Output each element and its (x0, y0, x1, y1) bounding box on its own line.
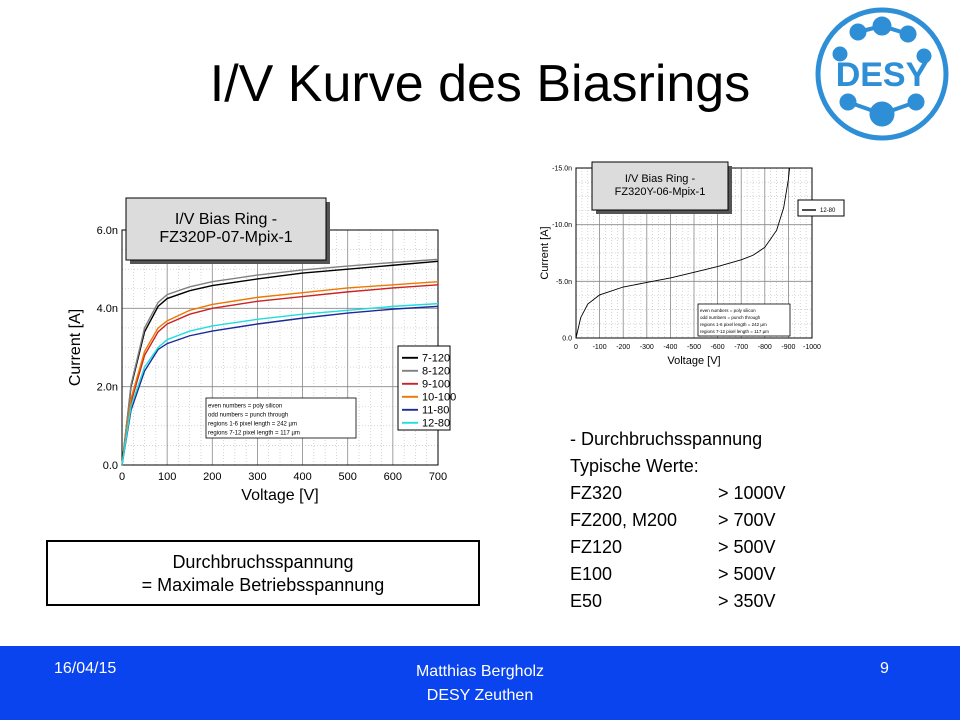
y-axis-label: Current [A] (539, 226, 551, 280)
chart-title: FZ320Y-06-Mpix-1 (614, 186, 706, 199)
x-axis-label: Voltage [V] (667, 355, 721, 367)
x-tick-label: 100 (157, 471, 177, 483)
y-tick-label: -15.0n (552, 165, 572, 173)
y-tick-label: 6.0n (96, 224, 118, 237)
legend-label: 10-100 (422, 391, 457, 404)
spec-row: FZ120 > 500V (570, 537, 776, 557)
y-tick-label: 0.0 (562, 335, 572, 343)
footer-page-number: 9 (880, 660, 889, 677)
footer-author-block (330, 660, 630, 708)
x-tick-label: -800 (757, 344, 772, 351)
spec-row: Typische Werte: (570, 456, 699, 476)
x-tick-label: -700 (734, 344, 749, 351)
logo-text: DESY (835, 56, 929, 94)
footer-author: Matthias Bergholz (415, 663, 545, 680)
x-tick-label: 300 (248, 471, 267, 483)
chart-title: FZ320P-07-Mpix-1 (159, 229, 293, 247)
annotation-text: odd numbers = punch through (700, 314, 761, 320)
slide-title: I/V Kurve des Biasrings (209, 55, 751, 113)
spec-row: E100 > 500V (570, 564, 776, 584)
legend-label: 8-120 (422, 365, 451, 378)
footer-date: 16/04/15 (54, 660, 117, 677)
x-tick-label: 0 (574, 344, 578, 351)
x-tick-label: 0 (118, 471, 126, 483)
spec-list (570, 426, 786, 615)
legend-label: 9-100 (422, 378, 451, 391)
footer-institute: DESY Zeuthen (426, 687, 534, 704)
series-line (122, 306, 438, 465)
spec-row: FZ200, M200 > 700V (570, 510, 776, 530)
spec-row: E50 > 350V (570, 591, 776, 611)
annotation-text: regions 1-6 pixel length = 242 µm (700, 321, 767, 327)
y-tick-label: -10.0n (552, 222, 572, 230)
chart-fz320y (520, 158, 850, 378)
y-axis-label: Current [A] (67, 308, 84, 387)
y-tick-label: -5.0n (556, 278, 572, 286)
y-tick-label: 2.0n (96, 381, 118, 394)
x-tick-label: 500 (338, 471, 357, 483)
annotation-text: regions 7-12 pixel length = 117 µm (700, 328, 769, 334)
legend-label: 12-80 (422, 417, 451, 430)
x-tick-label: -600 (710, 344, 725, 351)
annotation-text: even numbers = poly silicon (700, 307, 756, 313)
y-tick-label: 0.0 (102, 459, 118, 472)
chart-fz320p (40, 190, 460, 520)
spec-row: FZ320 > 1000V (570, 483, 786, 503)
footer-bar (0, 646, 960, 720)
box-line2: = Maximale Betriebsspannung (141, 575, 385, 595)
x-tick-label: -1000 (803, 344, 821, 351)
x-tick-label: -400 (663, 344, 678, 351)
x-tick-label: 200 (203, 471, 222, 483)
x-tick-label: 700 (428, 471, 448, 483)
annotation-text: odd numbers = punch through (208, 412, 289, 419)
x-tick-label: -500 (686, 344, 702, 351)
x-tick-label: 600 (383, 471, 403, 483)
x-tick-label: 400 (293, 471, 312, 483)
spec-row: - Durchbruchsspannung (570, 429, 763, 449)
chart-title: I/V Bias Ring - (624, 173, 696, 186)
annotation-text: even numbers = poly silicon (208, 403, 283, 410)
breakdown-box (46, 540, 480, 606)
legend-label: 12-80 (820, 208, 836, 215)
desy-logo (812, 6, 952, 142)
x-axis-label: Voltage [V] (241, 487, 319, 504)
annotation-text: regions 1-6 pixel length = 242 µm (208, 421, 298, 428)
annotation-text: regions 7-12 pixel length = 117 µm (208, 430, 300, 437)
x-tick-label: -200 (616, 344, 631, 351)
x-tick-label: -300 (639, 344, 654, 351)
legend-label: 11-80 (422, 404, 450, 417)
chart-title: I/V Bias Ring - (174, 211, 278, 229)
box-line1: Durchbruchsspannung (172, 552, 354, 572)
y-tick-label: 4.0n (96, 303, 118, 316)
legend-label: 7-120 (422, 352, 451, 365)
x-tick-label: -900 (781, 344, 796, 351)
x-tick-label: -100 (592, 344, 607, 351)
